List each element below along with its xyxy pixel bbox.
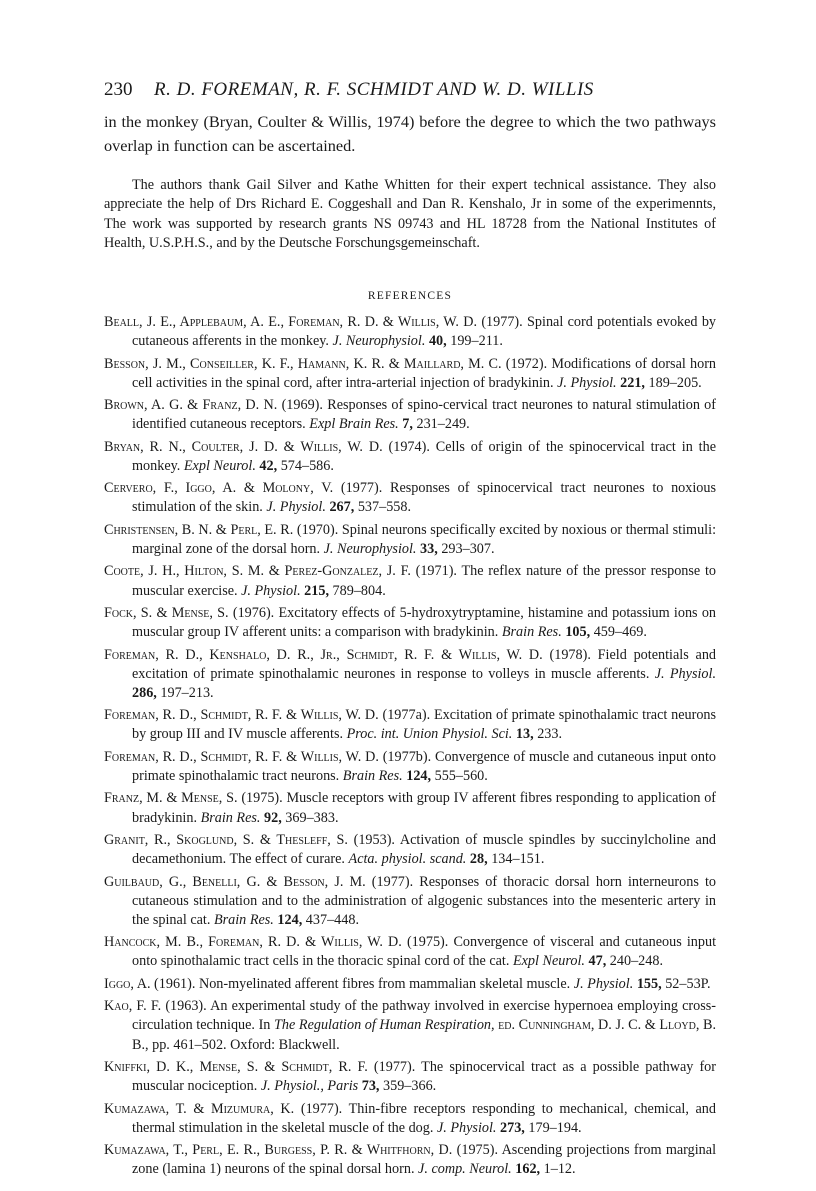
reference-volume: 273, (500, 1119, 525, 1136)
reference-title: Excitation of primate spinothalamic tract neurons by group III and IV muscle afferents. (132, 707, 717, 743)
reference-journal: Acta. physiol. scand. (348, 851, 467, 868)
acknowledgement-paragraph: The authors thank Gail Silver and Kathe Whitten for their expert technical assistance. They also appreciate the help of Drs Richard E. Coggeshall and Dan R. Kenshalo, Jr in some of the experimennts, The work was supported by research grants NS 09743 and HL 18728 from the National Institutes of Health, U.S.P.H.S., and by the Deutsche Forschungsgemeinschaft. (104, 177, 716, 252)
reference-item (104, 706, 716, 744)
reference-volume: 7, (402, 416, 413, 433)
reference-item (104, 604, 716, 642)
reference-authors: Kao, F. F. (104, 998, 162, 1015)
reference-authors: Christensen, B. N. & Perl, E. R. (104, 521, 294, 538)
reference-year: (1975). (241, 790, 283, 807)
reference-item (104, 313, 716, 351)
reference-pages: 240–248. (609, 953, 663, 970)
reference-volume: 155, (636, 975, 662, 992)
reference-journal: J. Physiol. (436, 1119, 497, 1136)
reference-pages: 231–249. (416, 416, 470, 433)
reference-authors: Franz, M. & Mense, S. (104, 790, 238, 807)
reference-title: Convergence of muscle and cutaneous input onto primate spinothalamic tract neurons. (132, 748, 717, 784)
reference-year: (1976). (232, 605, 275, 622)
reference-authors: Foreman, R. D., Schmidt, R. F. & Willis, W. D. (104, 748, 379, 765)
reference-item (104, 1058, 716, 1096)
reference-volume: 73, (361, 1078, 380, 1095)
reference-title: Ascending projections from marginal zone (lamina 1) neurons of the spinal dorsal horn. (132, 1142, 717, 1178)
reference-pages: 537–558. (357, 499, 412, 516)
reference-volume: 286, (132, 684, 157, 701)
reference-authors: Granit, R., Skoglund, S. & Thesleff, S. (104, 832, 348, 849)
reference-pages: 459–469. (593, 624, 647, 641)
reference-journal: J. Physiol. (654, 665, 716, 682)
reference-title: The reflex nature of the pressor response to muscular exercise. (132, 563, 716, 599)
reference-authors: Kumazawa, T., Perl, E. R., Burgess, P. R. & Whitfhorn, D. (104, 1142, 453, 1159)
reference-pages: 52–53P. (665, 975, 711, 992)
reference-item (104, 975, 716, 994)
reference-journal: Expl Neurol. (512, 953, 585, 970)
reference-title: Spinal cord potentials evoked by cutaneous afferents in the monkey. (132, 314, 717, 350)
reference-volume: 124, (406, 767, 432, 784)
reference-year: (1978). (549, 646, 591, 663)
reference-authors: Bryan, R. N., Coulter, J. D. & Willis, W. D. (104, 438, 383, 455)
references-heading: REFERENCES (367, 290, 453, 302)
reference-journal: Proc. int. Union Physiol. Sci. (346, 726, 513, 743)
reference-year: (1971). (415, 563, 457, 580)
reference-authors: Hancock, M. B., Foreman, R. D. & Willis, W. D. (104, 934, 402, 951)
reference-year: (1977). (371, 873, 414, 890)
reference-pages: 199–211. (450, 333, 503, 350)
reference-book-pages: pp. 461–502. Oxford: Blackwell. (152, 1036, 340, 1053)
reference-pages: 789–804. (332, 582, 386, 599)
reference-item (104, 438, 716, 476)
reference-editors: ed. Cunningham, D. J. C. & Lloyd, B. B., (132, 1017, 716, 1053)
reference-authors: Foreman, R. D., Schmidt, R. F. & Willis, W. D. (104, 707, 379, 724)
reference-title: Convergence of visceral and cutaneous input onto spinothalamic tract cells in the thoracic spinal cord of the cat. (132, 934, 717, 970)
reference-journal: J. Neurophysiol. (332, 333, 426, 350)
reference-pages: 134–151. (491, 851, 545, 868)
reference-item (104, 1100, 716, 1138)
reference-year: (1977). (481, 314, 523, 330)
reference-authors: Besson, J. M., Conseiller, K. F., Hamann, K. R. & Maillard, M. C. (104, 355, 502, 372)
reference-authors: Cervero, F., Iggo, A. & Molony, V. (104, 480, 334, 497)
reference-year: (1977). (300, 1100, 343, 1117)
reference-item (104, 873, 716, 930)
reference-year: (1963). (165, 998, 207, 1015)
reference-volume: 215, (304, 582, 329, 599)
reference-title: Excitatory effects of 5-hydroxytryptamine, histamine and potassium ions on muscular group IV afferent units: a comparison with bradykinin. (132, 605, 717, 641)
reference-item (104, 933, 716, 971)
reference-journal: J. Physiol. (266, 499, 326, 516)
reference-journal: J. Physiol. (241, 582, 301, 599)
reference-pages: 437–448. (305, 911, 359, 928)
reference-year: (1970). (296, 521, 339, 538)
reference-authors: Coote, J. H., Hilton, S. M. & Perez-Gonzalez, J. F. (104, 563, 411, 580)
reference-pages: 233. (537, 726, 563, 743)
running-header-authors: R. D. FOREMAN, R. F. SCHMIDT AND W. D. WILLIS (154, 79, 594, 100)
reference-authors: Kniffki, D. K., Mense, S. & Schmidt, R. F. (104, 1059, 368, 1076)
reference-journal: J. comp. Neurol. (418, 1161, 512, 1178)
reference-pages: 555–560. (434, 767, 488, 784)
reference-pages: 197–213. (160, 684, 214, 701)
reference-pages: 359–366. (383, 1078, 437, 1095)
reference-title: An experimental study of the pathway involved in exercise hypernoea employing cross-circulation technique. In (132, 998, 717, 1034)
reference-book: The Regulation of Human Respiration, (274, 1017, 495, 1034)
reference-authors: Iggo, A. (104, 975, 151, 992)
reference-volume: 124, (277, 911, 303, 928)
reference-item (104, 831, 716, 869)
reference-year: (1975). (406, 934, 449, 951)
reference-authors: Fock, S. & Mense, S. (104, 605, 229, 622)
page-number: 230 (104, 79, 133, 100)
reference-title: Activation of muscle spindles by succinylcholine and decamethonium. The effect of curare. (132, 832, 717, 868)
reference-journal: Brain Res. (213, 911, 274, 928)
body-paragraph: in the monkey (Bryan, Coulter & Willis, 1974) before the degree to which the two pathways overlap in function can be ascertained. (104, 112, 716, 155)
reference-volume: 221, (620, 374, 645, 391)
reference-volume: 105, (565, 624, 591, 641)
reference-item (104, 479, 716, 517)
reference-year: (1977). (340, 480, 383, 497)
reference-pages: 1–12. (543, 1161, 576, 1178)
reference-authors: Kumazawa, T. & Mizumura, K. (104, 1100, 295, 1117)
reference-pages: 293–307. (441, 540, 495, 557)
reference-item (104, 646, 716, 703)
reference-journal: Expl Brain Res. (309, 416, 399, 433)
reference-authors: Beall, J. E., Applebaum, A. E., Foreman, R. D. & Willis, W. D. (104, 314, 478, 330)
reference-pages: 574–586. (280, 457, 334, 474)
reference-authors: Brown, A. G. & Franz, D. N. (104, 397, 278, 414)
reference-item (104, 997, 716, 1054)
reference-volume: 33, (420, 540, 438, 557)
reference-title: Responses of thoracic dorsal horn interneurons to cutaneous stimulation and to the administration of algogenic substances into the mesenteric artery in the spinal cat. (132, 873, 717, 928)
reference-title: Muscle receptors with group IV afferent fibres responding to application of bradykinin. (132, 790, 717, 826)
reference-title: Responses of spinocervical tract neurones to noxious stimulation of the skin. (132, 480, 717, 516)
reference-journal: J. Physiol., Paris (260, 1078, 359, 1095)
reference-journal: J. Neurophysiol. (323, 540, 417, 557)
reference-title: Field potentials and excitation of primate spinothalamic neurones in response to volleys in muscle afferents. (132, 646, 717, 682)
reference-item (104, 396, 716, 434)
reference-volume: 28, (469, 851, 488, 868)
reference-year: (1961). (154, 975, 196, 992)
reference-pages: 179–194. (528, 1119, 582, 1136)
reference-volume: 40, (428, 333, 447, 350)
reference-volume: 42, (259, 457, 278, 474)
reference-journal: Brain Res. (342, 767, 403, 784)
reference-item (104, 355, 716, 393)
reference-year: (1969). (281, 397, 323, 414)
reference-year: (1972). (505, 355, 548, 372)
reference-year: (1977b). (382, 748, 432, 765)
reference-title: Non-myelinated afferent fibres from mammalian skeletal muscle. (198, 975, 571, 992)
reference-journal: J. Physiol. (557, 374, 617, 391)
reference-year: (1974). (388, 438, 430, 455)
reference-title: Thin-fibre receptors responding to mechanical, chemical, and thermal stimulation in the skeletal muscle of the dog. (132, 1100, 716, 1136)
reference-title: The spinocervical tract as a possible pathway for muscular nociception. (132, 1059, 717, 1095)
reference-year: (1977a). (382, 707, 431, 724)
reference-title: Spinal neurons specifically excited by noxious or thermal stimuli: marginal zone of the dorsal horn. (132, 521, 717, 557)
reference-list (104, 313, 716, 1183)
reference-year: (1977). (373, 1059, 416, 1076)
reference-volume: 267, (329, 499, 355, 516)
reference-pages: 369–383. (285, 809, 339, 826)
reference-authors: Guilbaud, G., Benelli, G. & Besson, J. M. (104, 873, 366, 890)
reference-volume: 47, (588, 953, 607, 970)
running-header (104, 78, 716, 102)
reference-title: Cells of origin of the spinocervical tract in the monkey. (132, 438, 716, 474)
reference-volume: 13, (515, 726, 534, 743)
reference-pages: 189–205. (648, 374, 702, 391)
reference-title: Modifications of dorsal horn cell activities in the spinal cord, after intra-arterial injection of bradykinin. (132, 355, 717, 391)
reference-journal: Brain Res. (200, 809, 261, 826)
reference-journal: Brain Res. (501, 624, 562, 641)
reference-item (104, 521, 716, 559)
reference-item (104, 789, 716, 827)
reference-item (104, 562, 716, 600)
reference-volume: 92, (264, 809, 282, 826)
reference-year: (1975). (456, 1142, 499, 1159)
reference-volume: 162, (515, 1161, 541, 1178)
reference-item (104, 1141, 716, 1179)
reference-journal: Expl Neurol. (183, 457, 256, 474)
reference-authors: Foreman, R. D., Kenshalo, D. R., Jr., Schmidt, R. F. & Willis, W. D. (104, 646, 543, 663)
reference-journal: J. Physiol. (573, 975, 634, 992)
reference-item (104, 748, 716, 786)
reference-year: (1953). (353, 832, 395, 849)
reference-title: Responses of spino-cervical tract neurones to natural stimulation of identified cutaneous receptors. (132, 397, 717, 433)
